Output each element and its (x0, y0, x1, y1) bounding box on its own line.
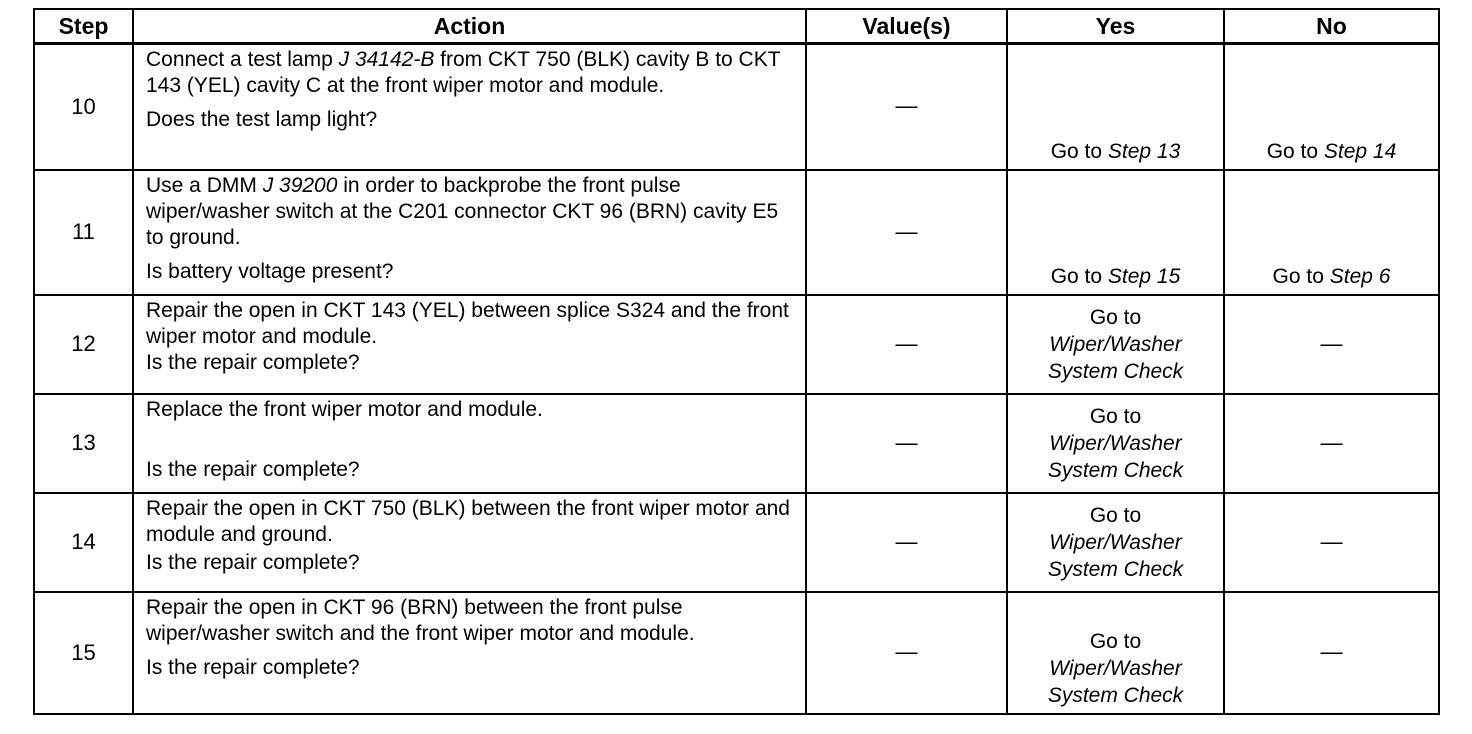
table-row (34, 295, 1439, 394)
yes-link-line2: System Check (1047, 359, 1184, 383)
action-question: Is the repair complete? (146, 350, 360, 374)
yes-step-link[interactable]: Step 15 (1107, 264, 1181, 288)
yes-cell (1007, 170, 1224, 295)
header-yes: Yes (1007, 9, 1224, 44)
yes-cell (1007, 295, 1224, 394)
action-text-post: from CKT 750 (BLK) cavity B to CKT 143 (YEL) cavity C at the front wiper motor and module. (146, 48, 781, 97)
table-row (34, 44, 1439, 170)
action-text (146, 47, 793, 99)
value-dash: — (895, 528, 918, 554)
action-cell (133, 592, 806, 714)
value-cell (806, 394, 1007, 493)
no-prefix: Go to (1272, 264, 1330, 288)
yes-link-line2: System Check (1047, 557, 1184, 581)
yes-system-check-link[interactable] (1008, 655, 1223, 709)
yes-link-line1: Wiper/Washer (1049, 530, 1182, 554)
action-question: Is the repair complete? (146, 655, 360, 679)
value-cell (806, 44, 1007, 170)
action-cell (133, 493, 806, 592)
value-cell (806, 592, 1007, 714)
yes-system-check-link[interactable] (1008, 331, 1223, 385)
action-cell (133, 394, 806, 493)
action-text: Repair the open in CKT 143 (YEL) between splice S324 and the front wiper motor and module. (146, 298, 789, 348)
action-text-pre: Use a DMM (146, 173, 263, 197)
no-dash: — (1320, 639, 1343, 664)
action-cell (133, 295, 806, 394)
value-cell (806, 493, 1007, 592)
action-cell (133, 170, 806, 295)
yes-goto: Go to (1089, 404, 1142, 428)
yes-step-link[interactable]: Step 13 (1107, 139, 1181, 163)
action-text-pre: Connect a test lamp (146, 48, 339, 71)
table-row (34, 394, 1439, 493)
action-question: Is the repair complete? (146, 457, 360, 481)
yes-system-check-link[interactable] (1008, 430, 1223, 484)
no-cell (1224, 295, 1439, 394)
yes-system-check-link[interactable] (1008, 529, 1223, 583)
step-number: 10 (34, 44, 133, 170)
step-number: 11 (34, 170, 133, 295)
tool-reference: J 39200 (262, 173, 338, 197)
no-dash: — (1320, 528, 1343, 554)
action-cell (133, 44, 806, 170)
no-cell (1224, 170, 1439, 295)
value-dash: — (895, 330, 918, 356)
value-dash: — (895, 93, 918, 119)
action-text: Replace the front wiper motor and module. (146, 397, 543, 421)
action-question: Is the repair complete? (146, 550, 360, 574)
table-row (34, 170, 1439, 295)
yes-link-line1: Wiper/Washer (1049, 656, 1182, 680)
yes-link-line1: Wiper/Washer (1049, 431, 1182, 455)
header-values: Value(s) (806, 9, 1007, 44)
step-number: 14 (34, 493, 133, 592)
yes-link-line2: System Check (1047, 458, 1184, 482)
action-text: Repair the open in CKT 750 (BLK) between the front wiper motor and module and ground. (146, 496, 790, 546)
step-number: 15 (34, 592, 133, 714)
no-prefix: Go to (1266, 139, 1324, 163)
yes-cell (1007, 493, 1224, 592)
no-dash: — (1320, 330, 1343, 356)
action-text (146, 173, 793, 251)
action-question: Does the test lamp light? (146, 108, 378, 131)
tool-reference: J 34142-B (338, 48, 435, 71)
value-dash: — (895, 218, 918, 244)
no-cell (1224, 44, 1439, 170)
yes-cell (1007, 44, 1224, 170)
no-step-link[interactable]: Step 6 (1329, 264, 1391, 288)
no-step-link[interactable]: Step 14 (1323, 139, 1397, 163)
table-row (34, 493, 1439, 592)
step-number: 13 (34, 394, 133, 493)
action-question: Is battery voltage present? (146, 259, 394, 283)
action-text: Repair the open in CKT 96 (BRN) between the front pulse wiper/washer switch and the front wiper motor and module. (146, 595, 695, 645)
header-row (34, 9, 1439, 44)
yes-goto: Go to (1089, 629, 1142, 653)
value-dash: — (895, 429, 918, 455)
yes-goto: Go to (1089, 305, 1142, 329)
header-action: Action (133, 9, 806, 44)
yes-link-line1: Wiper/Washer (1049, 332, 1182, 356)
value-cell (806, 170, 1007, 295)
table-row (34, 592, 1439, 714)
header-no: No (1224, 9, 1439, 44)
yes-prefix: Go to (1050, 139, 1108, 163)
yes-prefix: Go to (1050, 264, 1108, 288)
yes-cell (1007, 394, 1224, 493)
action-text-post: in order to backprobe the front pulse wiper/washer switch at the C201 connector CKT 96 (BRN) cavity E5 to ground. (146, 173, 779, 249)
value-cell (806, 295, 1007, 394)
no-cell (1224, 394, 1439, 493)
no-cell (1224, 493, 1439, 592)
no-cell (1224, 592, 1439, 714)
header-step: Step (34, 9, 133, 44)
no-dash: — (1320, 429, 1343, 455)
yes-link-line2: System Check (1047, 683, 1184, 707)
value-dash: — (895, 639, 918, 664)
diagnostic-table (33, 8, 1440, 715)
yes-goto: Go to (1089, 503, 1142, 527)
yes-cell (1007, 592, 1224, 714)
step-number: 12 (34, 295, 133, 394)
